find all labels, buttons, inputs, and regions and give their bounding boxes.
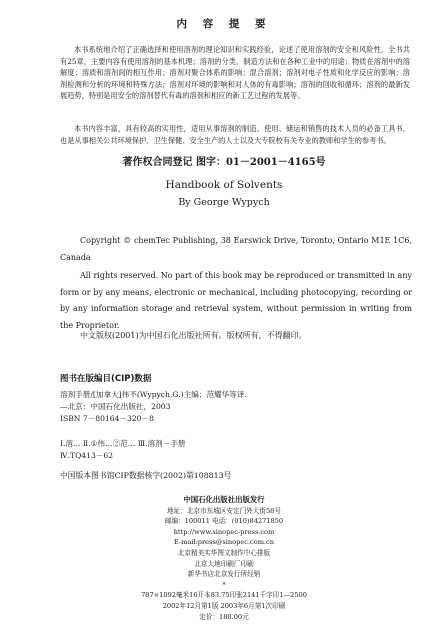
publisher-line: http://www.sinopec-press.com (173, 527, 275, 536)
publisher-line: * (222, 580, 226, 589)
publisher-line: 北京精美实华图文制作中心排版 (177, 548, 271, 557)
cip-number: 中国版本图书馆CIP数据核字(2002)第108813号 (60, 471, 232, 480)
english-author: By George Wypych (178, 197, 270, 208)
publisher-line: 地址：北京市东城区安定门外大街58号 (167, 506, 281, 515)
publisher-name: 中国石化出版社出版发行 (183, 495, 265, 504)
publisher-line: 787×1092毫米16开本83.75印张2141千字印1—2500 (141, 591, 307, 600)
cip-record (60, 389, 420, 425)
publisher-line: 北京大地印刷厂印刷 (194, 559, 254, 568)
english-rights-notice: All rights reserved. No part of this book may be reproduced or transmitted in any form or by any means, electronic or mechanical, including photocopying, recording or by any information storage and retrieval system, without permission in writing from the Proprietor. (60, 271, 412, 330)
cip-line: —北京：中国石化出版社，2003 (60, 402, 171, 411)
english-copyright: Copyright © chemTec Publishing, 38 Earswick Drive, Toronto, Ontario M1E 1C6, Canada (60, 236, 412, 262)
cip-line: 溶剂手册/[加拿大]伟不(Wypych,G.)主编；范耀华等译. (60, 390, 247, 399)
summary-paragraph-1: 本书系统地介绍了正确选择和使用溶剂的理论知识和实践经验，论述了使用溶剂的安全和风险性，全书共有25章，主要内容有使用溶剂的基本机理；溶剂的分类、制造方法和在各种工业中的用途；物质在溶剂中的溶解度；溶质和溶剂间的相互作用；溶剂对聚合体系的影响；混合溶剂；溶剂对电子性质和化学反应的影响；溶剂检测和分析的环境和特殊方法；溶剂对环境的影响和对人体的有毒影响；溶剂的回收和循环；溶剂的最新发展趋势，特别是用安全的溶剂替代有毒的溶剂和相应的新工艺过程的发展等。 (60, 45, 410, 101)
summary-paragraph-2: 本书内容丰富，具有较高的实用性，适用从事溶剂的制造、使用、储运和销售的技术人员的必备工具书，也是从事相关公共环境保护、卫生保健、安全生产的人士以及大专院校有关专业的教师和学生的参考书。 (60, 124, 410, 145)
copyright-registration: 著作权合同登记 图字：01－2001－4165号 (122, 157, 326, 168)
publisher-block (0, 495, 448, 622)
cip-class-line: Ⅰ.溶… Ⅱ.①伟…②范… Ⅲ.溶剂－手册 (60, 439, 186, 448)
cip-line: ISBN 7－80164－320－8 (60, 414, 154, 423)
cip-heading: 图书在版编目(CIP)数据 (60, 374, 152, 384)
cip-classification (60, 438, 420, 462)
publisher-line: 新华书店北京发行所经销 (187, 570, 261, 579)
publisher-line: 2002年12月第1版 2003年6月第1次印刷 (162, 601, 286, 610)
publisher-line: 定价：180.00元 (199, 612, 249, 621)
english-title: Handbook of Solvents (165, 179, 283, 191)
publisher-line: 邮编：100011 电话：(010)84271850 (164, 517, 284, 526)
cip-class-line: Ⅳ.TQ413－62 (60, 451, 114, 460)
publisher-line: E-mail:press@sinopec.com.cn (174, 538, 274, 547)
chinese-copyright-notice: 中文版权(2001)为中国石化出版社所有。版权所有，不得翻印。 (80, 331, 307, 340)
page-title: 内 容 提 要 (176, 18, 272, 30)
